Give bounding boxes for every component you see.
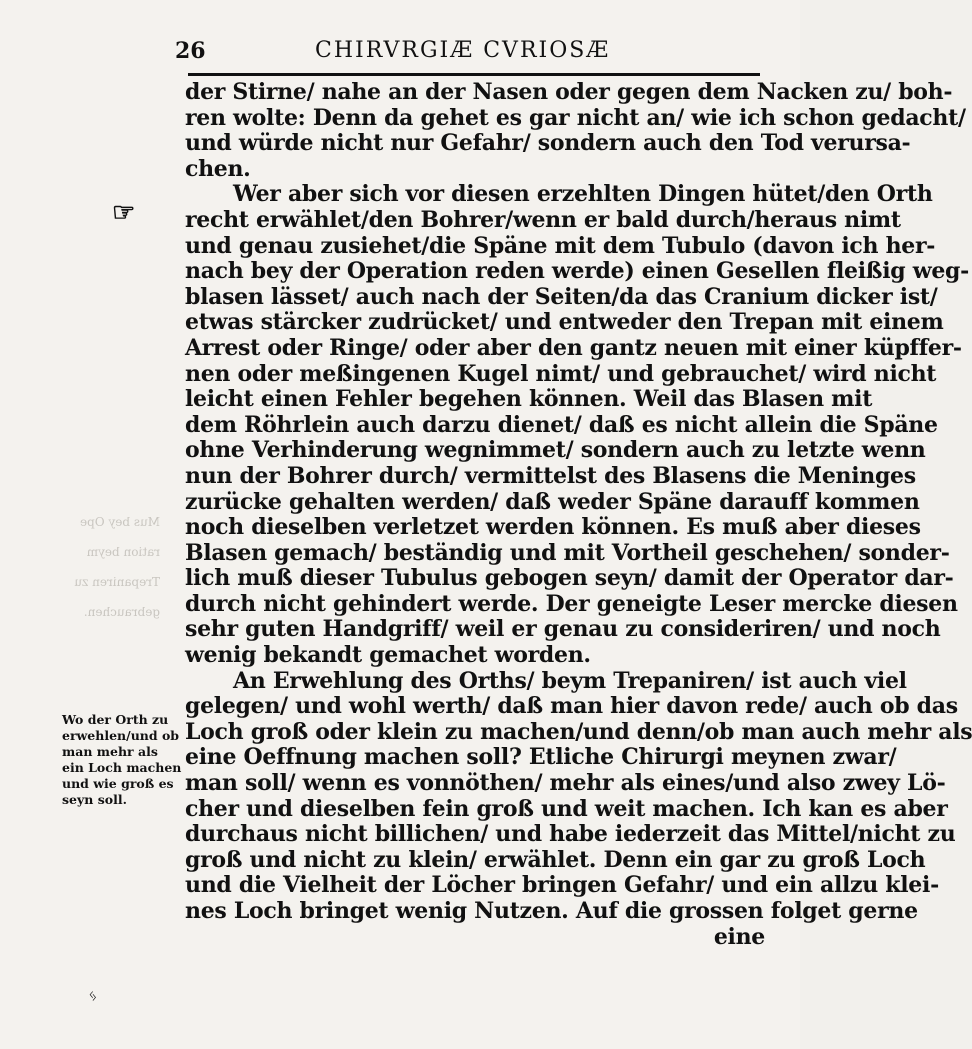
text-line: eine Oeffnung machen soll? Etliche Chirurgi meynen zwar/ [185,744,897,771]
text-line: Blasen gemach/ beständig und mit Vortheil geschehen/ sonder- [185,539,950,566]
text-line: etwas stärcker zudrücket/ und entweder den Trepan mit einem [185,309,944,336]
text-line: zurücke gehalten werden/ daß weder Späne darauff kommen [185,488,920,515]
text-line: durchaus nicht billichen/ und habe iederzeit das Mittel/nicht zu [185,821,956,848]
text-line: nach bey der Operation reden werde) einen Gesellen fleißig weg- [185,258,969,285]
margin-note-line: ein Loch machen [62,760,182,775]
margin-mark: ᛃ [88,986,98,1005]
margin-note-line: und wie groß es [62,776,174,791]
text-line: man soll/ wenn es vonnöthen/ mehr als eines/und also zwey Lö- [185,770,946,797]
bleed-through-text [40,500,160,635]
text-line: nen oder meßingenen Kugel nimt/ und gebrauchet/ wird nicht [185,360,937,387]
text-line: ren wolte: Denn da gehet es gar nicht an/ wie ich schon gedacht/ [185,104,966,131]
text-line: Wer aber sich vor diesen erzehlten Dingen hütet/den Orth [233,181,933,208]
text-line: dem Röhrlein auch darzu dienet/ daß es nicht allein die Späne [185,411,938,438]
text-line: und würde nicht nur Gefahr/ sondern auch den Tod verursa- [185,130,911,157]
text-line: chen. [185,155,251,182]
bleed-line: ration beym [86,545,160,559]
page-number: 26 [175,38,206,64]
text-line: groß und nicht zu klein/ erwählet. Denn ein gar zu groß Loch [185,846,926,873]
text-line: leicht einen Fehler begehen können. Weil das Blasen mit [185,386,873,413]
page-header [175,38,760,68]
running-head: CHIRVRGIÆ CVRIOSÆ [315,38,611,63]
text-line: blasen lässet/ auch nach der Seiten/da das Cranium dicker ist/ [185,283,938,310]
margin-note-line: erwehlen/und ob [62,728,180,743]
text-line: cher und dieselben fein groß und weit machen. Ich kan es aber [185,795,948,822]
catchword: eine [713,923,765,950]
text-line: nes Loch bringet wenig Nutzen. Auf die grossen folget gerne [185,898,918,924]
pointing-hand-icon: ☞ [112,198,136,228]
text-line: und genau zusiehet/die Späne mit dem Tubulo (davon ich her- [185,232,936,259]
text-line: sehr guten Handgriff/ weil er genau zu consideriren/ und noch [185,616,941,643]
text-line: lich muß dieser Tubulus gebogen seyn/ damit der Operator dar- [185,565,954,592]
text-line: An Erwehlung des Orths/ beym Trepaniren/ ist auch viel [233,667,907,694]
bleed-line: Mus bey Ope [80,515,160,529]
margin-note-line: Wo der Orth zu [62,712,169,727]
text-line: ohne Verhinderung wegnimmet/ sondern auch zu letzte wenn [185,437,926,464]
text-line: noch dieselben verletzet werden können. Es muß aber dieses [185,514,921,541]
text-line: Loch groß oder klein zu machen/und denn/ob man auch mehr als [185,718,972,745]
text-line: der Stirne/ nahe an der Nasen oder gegen dem Nacken zu/ boh- [185,79,953,105]
body-text [185,79,972,950]
bleed-line: Trepaniren zu [74,575,160,589]
header-rule [188,73,760,76]
bleed-line: gebrauchen. [83,605,160,619]
text-line: recht erwählet/den Bohrer/wenn er bald durch/heraus nimt [185,206,901,233]
text-line: durch nicht gehindert werde. Der geneigte Leser mercke diesen [185,590,958,617]
text-line: gelegen/ und wohl werth/ daß man hier davon rede/ auch ob das [185,693,958,720]
margin-note-line: seyn soll. [62,792,127,807]
margin-note-line: man mehr als [62,744,158,759]
text-line: und die Vielheit der Löcher bringen Gefahr/ und ein allzu klei- [185,872,939,899]
text-line: wenig bekandt gemachet worden. [185,642,591,669]
margin-note [62,712,180,808]
text-line: Arrest oder Ringe/ oder aber den gantz neuen mit einer küpffer- [185,334,962,361]
text-line: nun der Bohrer durch/ vermittelst des Blasens die Meninges [185,462,916,489]
